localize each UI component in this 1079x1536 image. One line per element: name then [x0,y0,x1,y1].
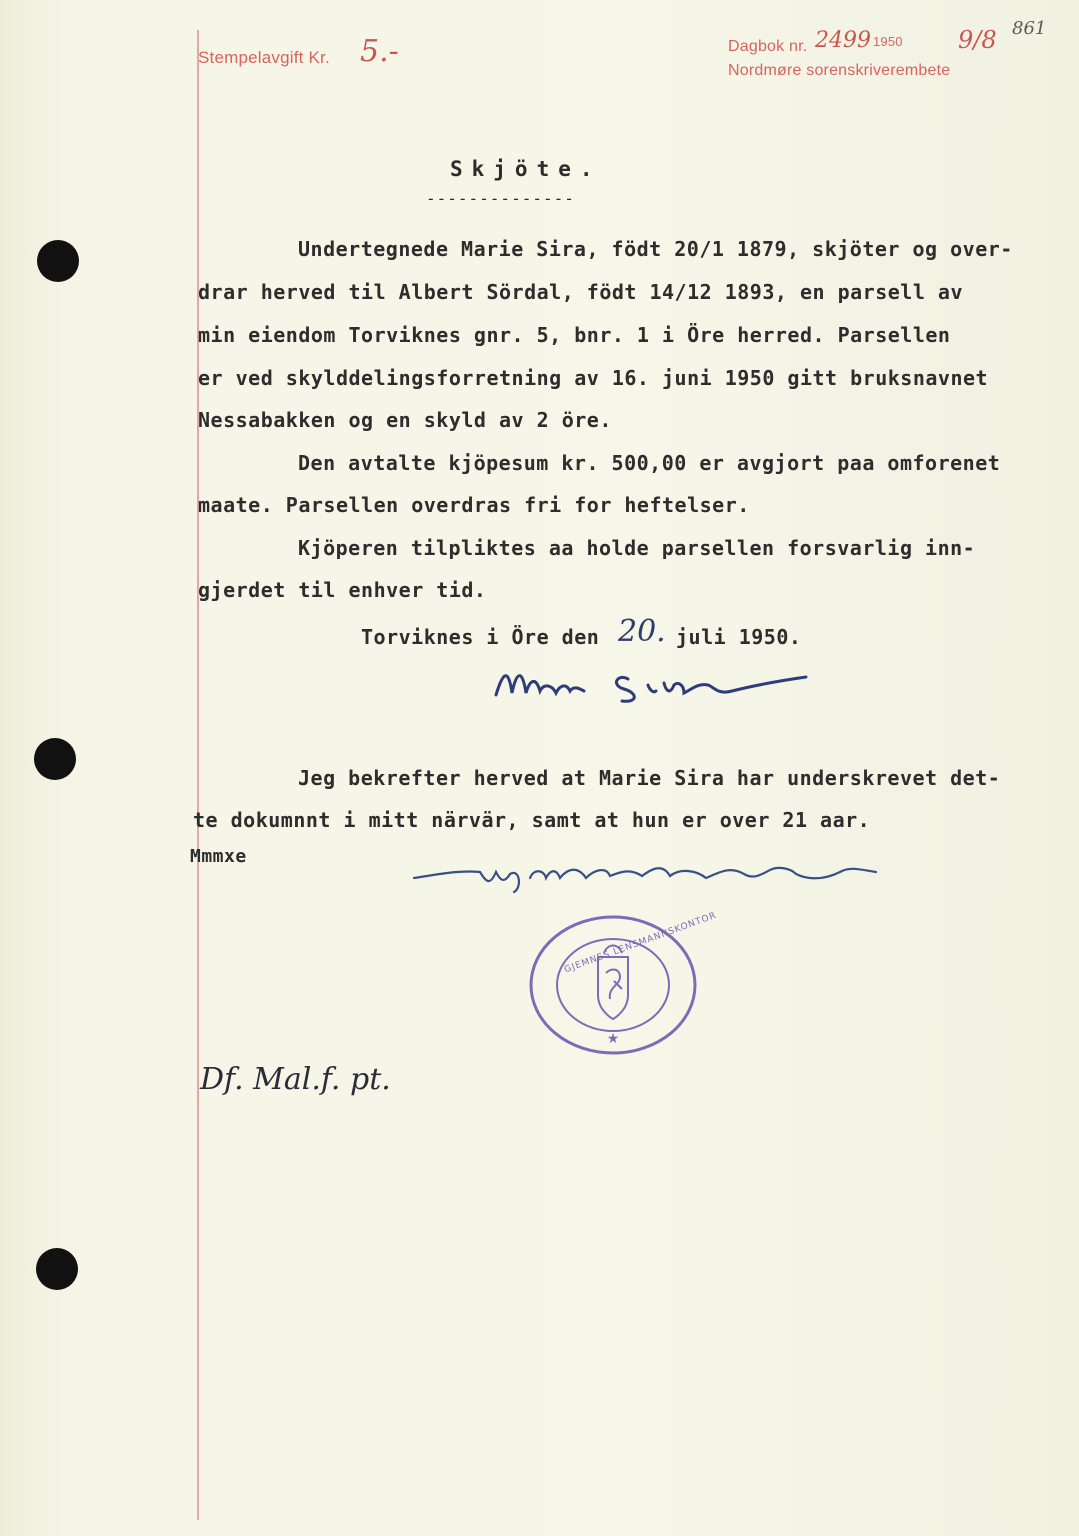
place-date-day: 20. [618,614,666,649]
journal-label: Dagbok nr. [728,38,808,55]
body-line: maate. Parsellen overdras fri for heftelser. [198,493,750,517]
body-line: Den avtalte kjöpesum kr. 500,00 er avgjort paa omforenet [298,451,1001,475]
punch-hole [34,738,76,780]
place-date: Torviknes i Öre den [361,625,600,649]
struck-text: Mmmxe [190,846,247,867]
journal-date: 9/8 [958,26,997,54]
svg-text:★: ★ [606,1031,620,1047]
journal-office: Nordmøre sorenskriverembete [728,62,951,79]
body-line: min eiendom Torviknes gnr. 5, bnr. 1 i Öre herred. Parsellen [198,323,951,347]
margin-rule [197,30,199,1520]
title-underline: -------------- [426,189,575,208]
journal-number: 2499 [815,28,871,53]
seller-signature [488,655,818,715]
attest-line: te dokumnnt i mitt närvär, samt at hun er over 21 aar. [193,808,871,832]
attest-line: Jeg bekrefter herved at Marie Sira har underskrevet det- [298,766,1001,790]
body-line: drar herved til Albert Sördal, födt 14/12 1893, en parsell av [198,280,964,304]
body-line: gjerdet til enhver tid. [198,578,487,602]
stamp-duty-label: Stempelavgift Kr. [198,48,330,67]
page-number: 861 [1012,18,1047,39]
place-date-month: juli 1950. [676,625,802,649]
punch-hole [36,1248,78,1290]
body-line: er ved skylddelingsforretning av 16. juni 1950 gitt bruksnavnet [198,366,989,390]
body-line: Nessabakken og en skyld av 2 öre. [198,408,612,432]
document-title: Skjöte. [450,157,602,181]
journal-year: 1950 [873,34,903,49]
stamp-duty-value: 5.- [360,34,399,69]
seal-text: GJEMNES LENSMANNSKONTOR [563,910,719,976]
body-line: Kjöperen tilpliktes aa holde parsellen forsvarlig inn- [298,536,976,560]
officer-signature [410,848,890,898]
punch-hole [37,240,79,282]
body-line: Undertegnede Marie Sira, födt 20/1 1879, skjöter og over- [298,237,1013,261]
footer-note: Df. Mal.f. pt. [200,1062,391,1097]
